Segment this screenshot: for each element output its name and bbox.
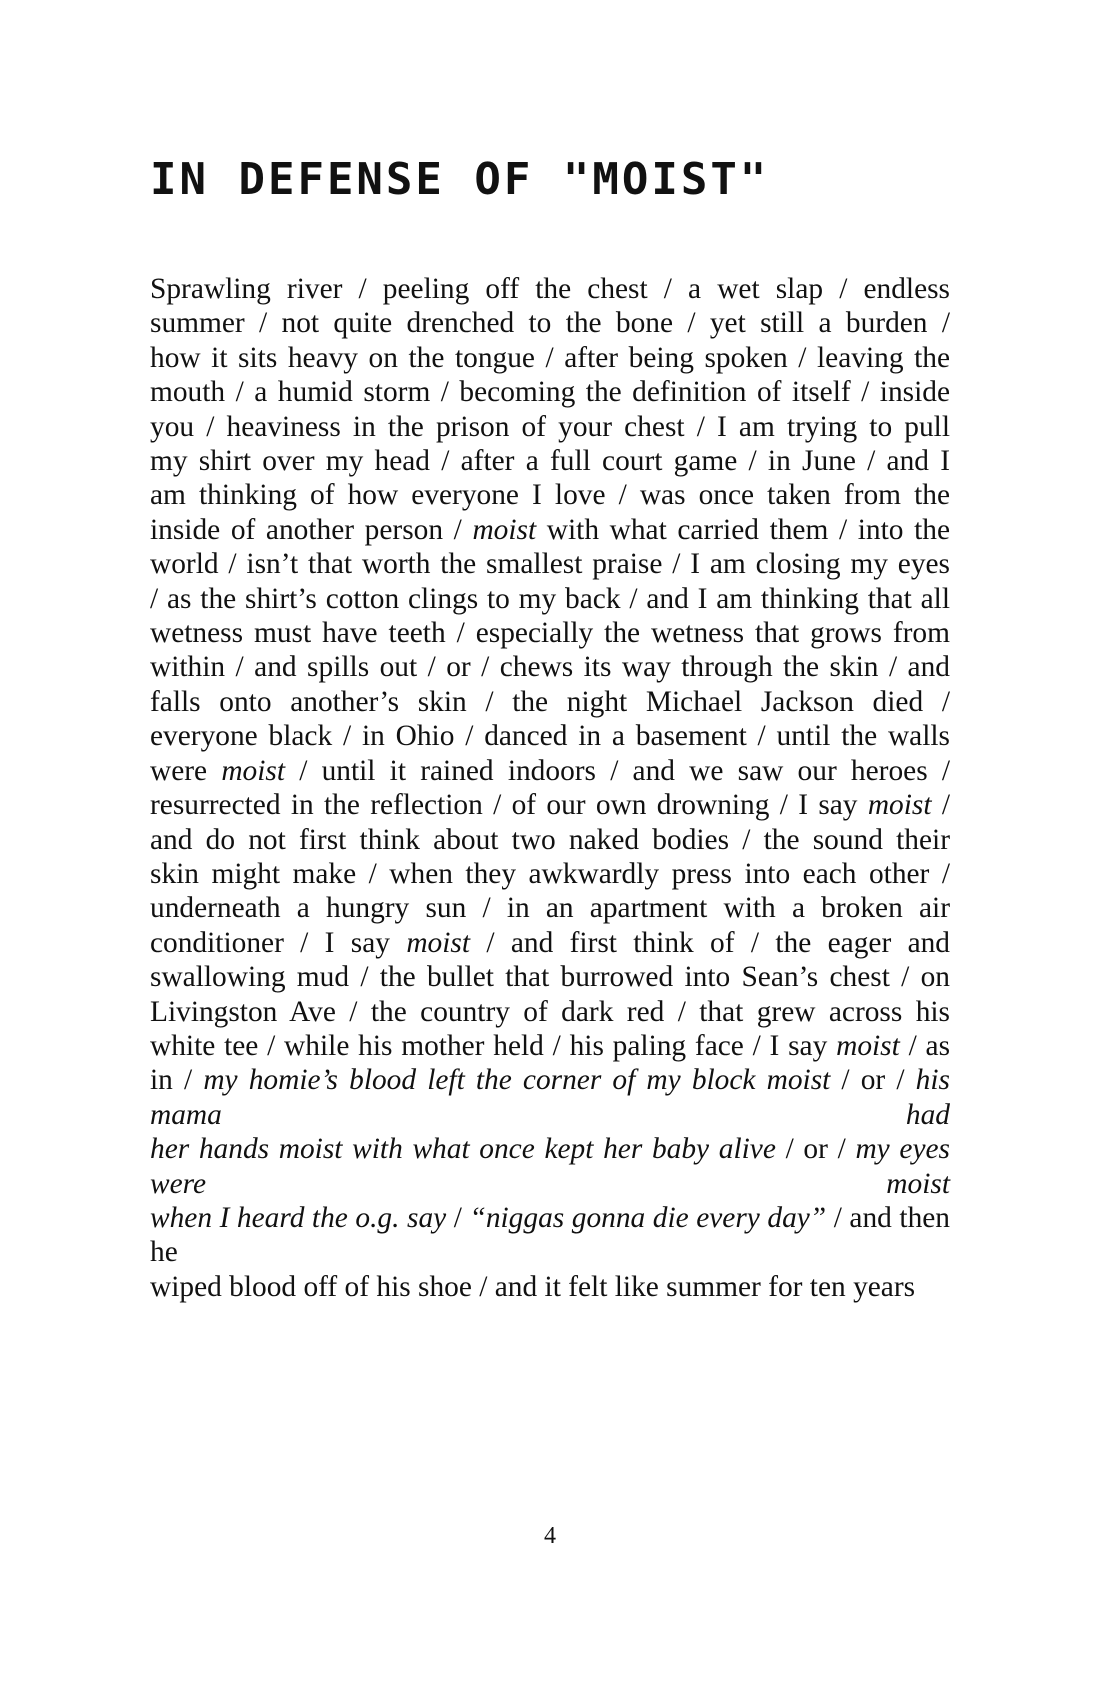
poem-line [150,685,950,719]
poem-line [150,306,950,340]
poem-italic-text: when I heard the o.g. say [150,1201,447,1234]
poem-text: summer / not quite drenched to the bone / yet still a burden / [150,307,950,340]
poem-line [150,375,950,409]
poem-italic-text: moist [472,513,537,546]
poem-text: everyone black / in Ohio / danced in a basement / until the walls [150,720,950,753]
poem-text: skin might make / when they awkwardly press into each other / [150,857,950,890]
poem-text: my shirt over my head / after a full court game / in June / and I [150,445,950,478]
poem-text: within / and spills out / or / chews its way through the skin / and [150,651,950,684]
poem-italic-text: his mama had [150,1064,950,1131]
poem-line [150,1132,950,1201]
poem-text: am thinking of how everyone I love / was once taken from the [150,479,950,512]
poem-line [150,995,950,1029]
poem-text: Livingston Ave / the country of dark red / that grew across his [150,995,950,1028]
poem-italic-text: moist [867,789,932,822]
poem-text: wiped blood off of his shoe / and it felt like summer for ten years [150,1270,916,1303]
poem-italic-text: her hands moist with what once kept her baby alive [150,1133,776,1166]
poem-text: world / isn’t that worth the smallest praise / I am closing my eyes [150,548,950,581]
poem-text: / and first think of / the eager and [470,926,950,959]
poem-text: you / heaviness in the prison of your chest / I am trying to pull [150,410,950,443]
poem-text: were [150,754,222,787]
poem-text: white tee / while his mother held / his paling face / I say [150,1029,837,1062]
poem-italic-text: moist [406,926,471,959]
poem-line [150,1029,950,1063]
poem-text: underneath a hungry sun / in an apartment with a broken air [150,892,950,925]
poem-text: / and then he [150,1201,951,1269]
poem-line [150,444,950,478]
poem-line [150,547,950,581]
poem-text: conditioner / I say [150,926,407,959]
poem-text: how it sits heavy on the tongue / after being spoken / leaving the [150,341,950,374]
poem-italic-text: my eyes were moist [150,1133,950,1200]
poem-text: inside of another person / [150,513,473,546]
poem-body [150,272,950,1304]
poem-line [150,478,950,512]
poem-line [150,926,950,960]
poem-text: / until it rained indoors / and we saw our heroes / [285,754,951,787]
poem-text: mouth / a humid storm / becoming the definition of itself / inside [150,376,950,409]
poem-text: Sprawling river / peeling off the chest / a wet slap / endless [150,273,950,305]
poem-line [150,960,950,994]
poem-text: swallowing mud / the bullet that burrowed into Sean’s chest / on [150,961,950,994]
poem-text: wetness must have teeth / especially the wetness that grows from [150,617,950,650]
poem-line [150,1201,950,1270]
poem-line [150,616,950,650]
poem-line [150,754,950,788]
poem-line [150,410,950,444]
poem-italic-text: “niggas gonna die every day” [469,1201,827,1234]
poem-line [150,891,950,925]
poem-italic-text: moist [221,754,286,787]
poem-text: / [931,789,950,822]
poem-text: in / [150,1064,204,1097]
poem-italic-text: my homie’s blood left the corner of my block moist [203,1064,831,1097]
poem-line [150,582,950,616]
poem-line [150,341,950,375]
poem-text: / as the shirt’s cotton clings to my back / and I am thinking that all [150,582,950,615]
poem-text: and do not first think about two naked bodies / the sound their [150,823,950,856]
poem-line [150,823,950,857]
poem-text: / [446,1201,470,1234]
poem-line [150,513,950,547]
poem-text: / or / [775,1133,856,1166]
poem-text: / or / [830,1064,916,1097]
page-number: 4 [544,1523,556,1549]
poem-text: / as [899,1029,951,1062]
poem-text: falls onto another’s skin / the night Michael Jackson died / [150,685,950,718]
poem-line [150,719,950,753]
poem-line [150,1270,950,1304]
poem-line [150,650,950,684]
poem-line [150,1063,950,1132]
poem-line [150,788,950,822]
poem-text: with what carried them / into the [536,513,950,546]
poem-italic-text: moist [836,1029,900,1062]
poem-line [150,857,950,891]
poem-title: IN DEFENSE OF "MOIST" [150,154,770,205]
poem-line [150,272,950,306]
poem-text: resurrected in the reflection / of our own drowning / I say [150,789,868,822]
